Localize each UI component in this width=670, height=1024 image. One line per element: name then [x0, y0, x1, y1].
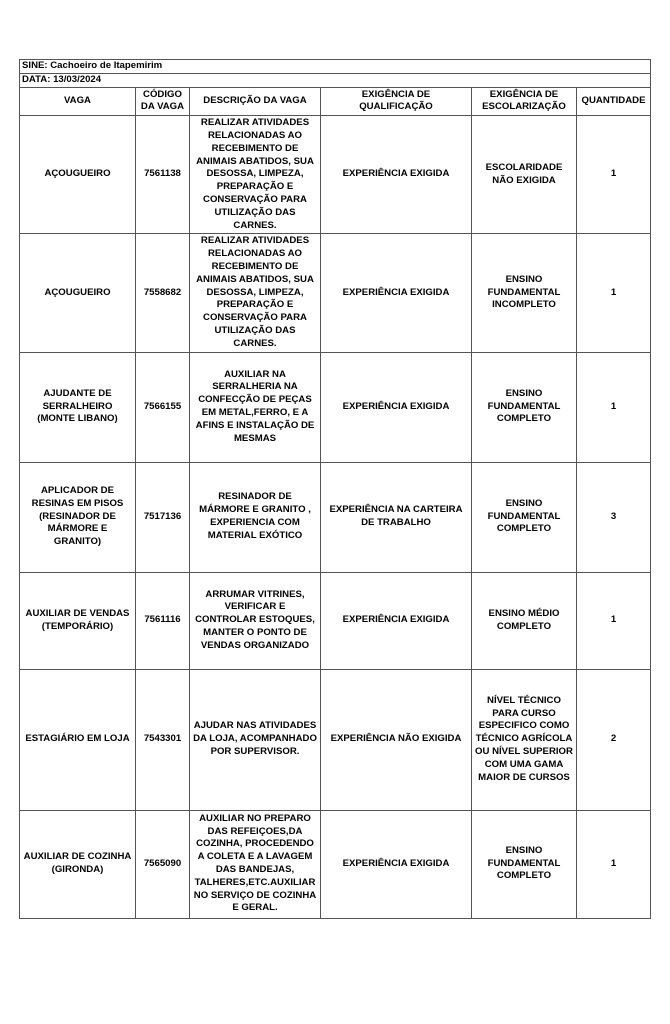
cell-vaga: ESTAGIÁRIO EM LOJA	[20, 669, 136, 810]
table-row	[20, 669, 651, 810]
col-header-vaga: VAGA	[20, 87, 136, 116]
table-row	[20, 352, 651, 462]
cell-vaga: APLICADOR DE RESINAS EM PISOS (RESINADOR DE MÁRMORE E GRANITO)	[20, 462, 136, 572]
cell-escolarizacao: ENSINO MÉDIO COMPLETO	[472, 572, 577, 669]
col-header-escolarizacao: EXIGÊNCIA DE ESCOLARIZAÇÃO	[472, 87, 577, 116]
cell-quantidade: 2	[577, 669, 651, 810]
cell-descricao: AJUDAR NAS ATIVIDADES DA LOJA, ACOMPANHADO POR SUPERVISOR.	[190, 669, 321, 810]
cell-qualificacao: EXPERIÊNCIA EXIGIDA	[321, 810, 472, 918]
cell-vaga: AUXILIAR DE VENDAS (TEMPORÁRIO)	[20, 572, 136, 669]
cell-escolarizacao: ENSINO FUNDAMENTAL COMPLETO	[472, 810, 577, 918]
cell-quantidade: 1	[577, 116, 651, 234]
table-row	[20, 462, 651, 572]
cell-descricao: AUXILIAR NA SERRALHERIA NA CONFECÇÃO DE PEÇAS EM METAL,FERRO, E A AFINS E INSTALAÇÃO DE MESMAS	[190, 352, 321, 462]
cell-quantidade: 1	[577, 810, 651, 918]
table-row	[20, 234, 651, 352]
cell-vaga: AJUDANTE DE SERRALHEIRO (MONTE LIBANO)	[20, 352, 136, 462]
cell-escolarizacao: NÍVEL TÉCNICO PARA CURSO ESPECIFICO COMO TÉCNICO AGRÍCOLA OU NÍVEL SUPERIOR COM UMA GAMA MAIOR DE CURSOS	[472, 669, 577, 810]
date-label: DATA: 13/03/2024	[20, 73, 651, 87]
cell-vaga: AÇOUGUEIRO	[20, 116, 136, 234]
cell-qualificacao: EXPERIÊNCIA NÃO EXIGIDA	[321, 669, 472, 810]
cell-quantidade: 1	[577, 352, 651, 462]
cell-qualificacao: EXPERIÊNCIA EXIGIDA	[321, 352, 472, 462]
cell-quantidade: 3	[577, 462, 651, 572]
col-header-qualificacao: EXIGÊNCIA DE QUALIFICAÇÃO	[321, 87, 472, 116]
cell-escolarizacao: ENSINO FUNDAMENTAL COMPLETO	[472, 462, 577, 572]
cell-codigo: 7558682	[136, 234, 190, 352]
table-row	[20, 572, 651, 669]
vagas-table	[19, 59, 651, 919]
cell-codigo: 7566155	[136, 352, 190, 462]
cell-escolarizacao: ENSINO FUNDAMENTAL COMPLETO	[472, 352, 577, 462]
cell-vaga: AUXILIAR DE COZINHA (GIRONDA)	[20, 810, 136, 918]
cell-vaga: AÇOUGUEIRO	[20, 234, 136, 352]
cell-qualificacao: EXPERIÊNCIA NA CARTEIRA DE TRABALHO	[321, 462, 472, 572]
cell-escolarizacao: ENSINO FUNDAMENTAL INCOMPLETO	[472, 234, 577, 352]
col-header-quantidade: QUANTIDADE	[577, 87, 651, 116]
cell-qualificacao: EXPERIÊNCIA EXIGIDA	[321, 572, 472, 669]
table-row	[20, 116, 651, 234]
cell-quantidade: 1	[577, 234, 651, 352]
cell-codigo: 7561138	[136, 116, 190, 234]
col-header-descricao: DESCRIÇÃO DA VAGA	[190, 87, 321, 116]
cell-quantidade: 1	[577, 572, 651, 669]
cell-descricao: RESINADOR DE MÁRMORE E GRANITO , EXPERIENCIA COM MATERIAL EXÓTICO	[190, 462, 321, 572]
cell-descricao: ARRUMAR VITRINES, VERIFICAR E CONTROLAR ESTOQUES, MANTER O PONTO DE VENDAS ORGANIZADO	[190, 572, 321, 669]
cell-codigo: 7565090	[136, 810, 190, 918]
cell-codigo: 7543301	[136, 669, 190, 810]
cell-descricao: REALIZAR ATIVIDADES RELACIONADAS AO RECEBIMENTO DE ANIMAIS ABATIDOS, SUA DESOSSA, LIMPEZA, PREPARAÇÃO E CONSERVAÇÃO PARA UTILIZAÇÃO DAS CARNES.	[190, 234, 321, 352]
table-row	[20, 810, 651, 918]
cell-descricao: REALIZAR ATIVIDADES RELACIONADAS AO RECEBIMENTO DE ANIMAIS ABATIDOS, SUA DESOSSA, LIMPEZA, PREPARAÇÃO E CONSERVAÇÃO PARA UTILIZAÇÃO DAS CARNES.	[190, 116, 321, 234]
cell-escolarizacao: ESCOLARIDADE NÃO EXIGIDA	[472, 116, 577, 234]
col-header-codigo: CÓDIGO DA VAGA	[136, 87, 190, 116]
sine-label: SINE: Cachoeiro de Itapemirim	[20, 60, 651, 74]
cell-codigo: 7517136	[136, 462, 190, 572]
cell-qualificacao: EXPERIÊNCIA EXIGIDA	[321, 116, 472, 234]
cell-codigo: 7561116	[136, 572, 190, 669]
cell-descricao: AUXILIAR NO PREPARO DAS REFEIÇOES,DA COZINHA, PROCEDENDO A COLETA E A LAVAGEM DAS BANDEJAS, TALHERES,ETC.AUXILIAR NO SERVIÇO DE COZINHA E GERAL.	[190, 810, 321, 918]
cell-qualificacao: EXPERIÊNCIA EXIGIDA	[321, 234, 472, 352]
